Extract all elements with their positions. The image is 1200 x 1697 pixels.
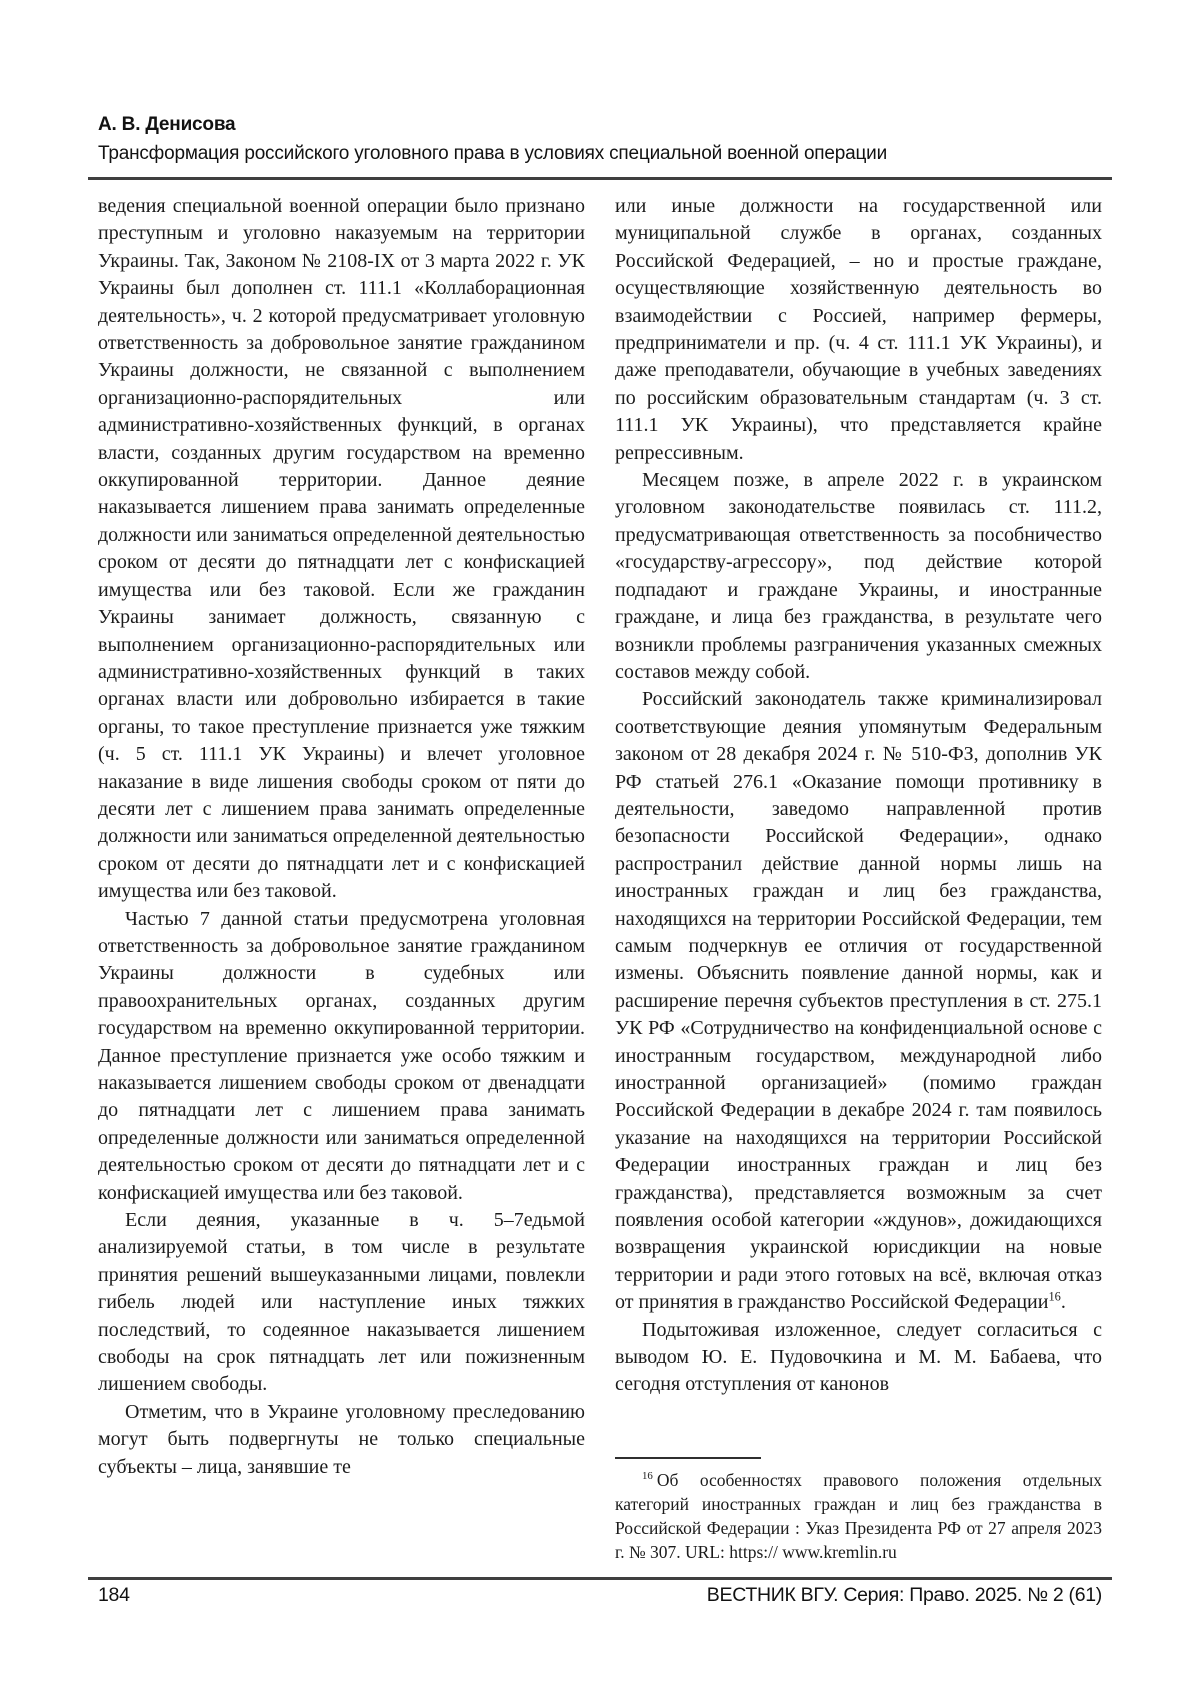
- footnote-block: [615, 1447, 1102, 1564]
- page-footer: [98, 1584, 1102, 1607]
- footnote: [615, 1468, 1102, 1564]
- paragraph: Месяцем позже, в апреле 2022 г. в украинском уголовном законодательстве появилась ст. 111.2, предусматривающая ответственность за пособничество «государству-агрессору», под действие которой подпадают и граждане Украины, и иностранные граждане, и лица без гражданства, в результате чего возникли проблемы разграничения указанных смежных составов между собой.: [615, 469, 1102, 683]
- paragraph: Если деяния, указанные в ч. 5–7едьмой анализируемой статьи, в том числе в результате принятия решений вышеуказанными лицами, повлекли гибель людей или наступление иных тяжких последствий, то содеянное наказывается лишением свободы на срок пятнадцать лет или пожизненным лишением свободы.: [98, 1209, 585, 1396]
- footnote-divider: [615, 1457, 761, 1459]
- paragraph-continuation: или иные должности на государственной или муниципальной службе в органах, созданных Российской Федерацией, – но и простые граждане, осуществляющие хозяйственную деятельность во взаимодействии с Россией, например фермеры, предприниматели и пр. (ч. 4 ст. 111.1 УК Украины), и даже преподаватели, обучающие в учебных заведениях по российским образовательным стандартам (ч. 3 ст. 111.1 УК Украины), что представляется крайне репрессивным.: [615, 195, 1102, 464]
- running-title: Трансформация российского уголовного права в условиях специальной военной операции: [98, 143, 888, 164]
- page-content: [98, 0, 1102, 1607]
- page-number: 184: [98, 1584, 130, 1606]
- paragraph: Частью 7 данной статьи предусмотрена уголовная ответственность за добровольное занятие гражданином Украины должности в судебных или правоохранительных органах, созданных другим государством на временно оккупированной территории. Данное преступление признается уже особо тяжким и наказывается лишением свободы сроком от двенадцати до пятнадцати лет с лишением права занимать определенные должности или заниматься определенной деятельностью сроком от десяти до пятнадцати лет и с конфискацией имущества или без таковой.: [98, 907, 585, 1204]
- paragraph-continuation: ведения специальной военной операции было признано преступным и уголовно наказуемым на территории Украины. Так, Законом № 2108-IX от 3 марта 2022 г. УК Украины был дополнен ст. 111.1 «Коллаборационная деятельность», ч. 2 которой предусматривает уголовную ответственность за добровольное занятие гражданином Украины должности, не связанной с выполнением организационно-распорядительных или административно-хозяйственных функций, в органах власти, созданных другим государством на временно оккупированной территории. Данное деяние наказывается лишением права занимать определенные должности или заниматься определенной деятельностью сроком от десяти до пятнадцати лет с конфискацией имущества или без таковой. Если же гражданин Украины занимает должность, связанную с выполнением организационно-распорядительных или административно-хозяйственных функций в таких органах власти или добровольно избирается в такие органы, то такое преступление признается уже тяжким (ч. 5 ст. 111.1 УК Украины) и влечет уголовное наказание в виде лишения свободы сроком от пяти до десяти лет с лишением права занимать определенные должности или заниматься определенной деятельностью сроком от десяти до пятнадцати лет и с конфискацией имущества или без таковой.: [98, 195, 585, 903]
- paragraph: [615, 686, 1102, 1316]
- footnote-text: Об особенностях правового положения отдельных категорий иностранных граждан и лиц без гражданства в Российской Федерации : Указ Президента РФ от 27 апреля 2023 г. № 307. URL: https:// www.kremlin.ru: [615, 1470, 1102, 1562]
- paragraph-text: .: [1060, 1291, 1066, 1314]
- footnote-reference: 16: [1048, 1289, 1061, 1304]
- footer-divider: [88, 1577, 1112, 1580]
- article-column-left: [98, 193, 585, 1564]
- header-divider: [88, 177, 1112, 180]
- author-name: А. В. Денисова: [98, 114, 236, 135]
- footnote-marker: 16: [642, 1470, 653, 1483]
- paragraph-text: Российский законодатель также криминализировал соответствующие деяния упомянутым Федеральным законом от 28 декабря 2024 г. № 510-ФЗ, дополнив УК РФ статьей 276.1 «Оказание помощи противнику в деятельности, заведомо направленной против безопасности Российской Федерации», однако распространил действие данной нормы лишь на иностранных граждан и лиц без гражданства, находящихся на территории Российской Федерации, тем самым подчеркнув ее отличия от государственной измены. Объяснить появление данной нормы, как и расширение перечня субъектов преступления в ст. 275.1 УК РФ «Сотрудничество на конфиденциальной основе с иностранным государством, международной либо иностранной организацией» (помимо граждан Российской Федерации в декабре 2024 г. там появилось указание на находящихся на территории Российской Федерации иностранных граждан и лиц без гражданства), представляется возможным за счет появления особой категории «ждунов», дожидающихся возвращения украинской юрисдикции на новые территории и ради этого готовых на всё, включая отказ от принятия в гражданство Российской Федерации: [615, 688, 1102, 1314]
- paragraph: Отметим, что в Украине уголовному преследованию могут быть подвергнуты не только специальные субъекты – лица, занявшие те: [98, 1400, 585, 1478]
- article-column-right: [615, 193, 1102, 1564]
- article-body: [98, 193, 1102, 1564]
- journal-footer-title: ВЕСТНИК ВГУ. Серия: Право. 2025. № 2 (61): [706, 1584, 1102, 1606]
- paragraph: Подытоживая изложенное, следует согласиться с выводом Ю. Е. Пудовочкина и М. М. Бабаева, что сегодня отступления от канонов: [615, 1318, 1102, 1396]
